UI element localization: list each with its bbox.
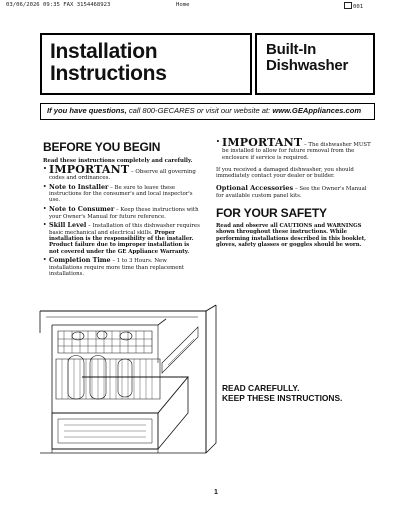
- right-important-text: – The dishwasher MUST be installed to allow for future removal from the enclosure if service is required.: [222, 142, 371, 161]
- skill-bold-text: Proper installation is the responsibility of the installer. Product failure due to improper installation is not covered under the GE Appliance Warranty.: [49, 229, 194, 255]
- skill-text: – Installation of this dishwasher requires basic mechanical and electrical skills.: [49, 223, 200, 236]
- website-link: www.GEAppliances.com: [272, 106, 362, 115]
- safety-text: Read and observe all CAUTIONS and WARNINGS shown throughout these instructions. While performing installations described in this booklet, gloves, safety glasses or goggles should be worn.: [216, 223, 366, 248]
- dishwasher-illustration: [38, 303, 218, 463]
- bullet-icon: •: [43, 257, 47, 264]
- question-rest: call 800-GECARES or visit our website at:: [126, 106, 273, 115]
- read-carefully-notice: [222, 383, 372, 403]
- bullet-icon: •: [43, 183, 47, 190]
- time-text: – 1 to 3 Hours. New installations require more time than replacement installations.: [49, 258, 185, 277]
- consumer-text: – Keep these instructions with your Owner's Manual for future reference.: [49, 207, 199, 220]
- fax-header: [0, 0, 400, 11]
- page-number: 1: [214, 489, 218, 496]
- title-line-2: Instructions: [50, 62, 167, 85]
- consumer-item: [43, 206, 201, 220]
- skill-item: [43, 222, 201, 254]
- read-carefully-line-2: KEEP THESE INSTRUCTIONS.: [222, 393, 343, 403]
- title-box: [40, 33, 252, 95]
- time-item: [43, 257, 201, 277]
- installer-text: – Be sure to leave these instructions for the consumer's and local inspector's use.: [49, 184, 193, 204]
- bullet-icon: •: [43, 222, 47, 229]
- consumer-label: Note to Consumer: [49, 205, 115, 214]
- fax-sender: Home: [176, 2, 190, 8]
- product-line-1: Built-In: [266, 41, 317, 58]
- before-you-begin-section: [43, 140, 201, 280]
- safety-heading: FOR YOUR SAFETY: [216, 206, 327, 221]
- fax-date-time: 03/06/2026 09:35 FAX 3154468923: [6, 2, 111, 8]
- right-column: [216, 135, 376, 251]
- bullet-icon: ·: [43, 161, 47, 175]
- important-label: IMPORTANT: [49, 162, 130, 176]
- installer-label: Note to Installer: [49, 182, 109, 191]
- bullet-icon: •: [43, 206, 47, 213]
- title-line-1: Installation: [50, 40, 158, 63]
- fax-page-number: 001: [353, 4, 364, 10]
- product-box: [255, 33, 375, 95]
- optional-label: Optional Accessories: [216, 184, 294, 193]
- before-intro: Read these instructions completely and carefully.: [43, 158, 193, 164]
- right-important-item: [216, 135, 376, 161]
- optional-text: – See the Owner's Manual for available custom panel kits.: [216, 186, 367, 199]
- before-heading: BEFORE YOU BEGIN: [43, 140, 161, 154]
- important-text: – Observe all governing codes and ordinances.: [49, 168, 196, 182]
- installer-item: [43, 184, 201, 204]
- product-line-2: Dishwasher: [266, 57, 349, 74]
- time-label: Completion Time: [49, 256, 111, 265]
- fax-page: [344, 2, 363, 10]
- bullet-icon: ·: [216, 135, 220, 148]
- skill-label: Skill Level: [49, 221, 87, 230]
- damaged-notice: If you received a damaged dishwasher, you should immediately contact your dealer or builder.: [216, 166, 354, 180]
- optional-accessories: [216, 185, 376, 199]
- fax-page-icon: [344, 2, 352, 9]
- question-bar: [40, 103, 375, 120]
- right-important-label: IMPORTANT: [222, 136, 303, 149]
- question-lead: If you have questions,: [47, 106, 127, 115]
- read-carefully-line-1: READ CAREFULLY.: [222, 383, 300, 393]
